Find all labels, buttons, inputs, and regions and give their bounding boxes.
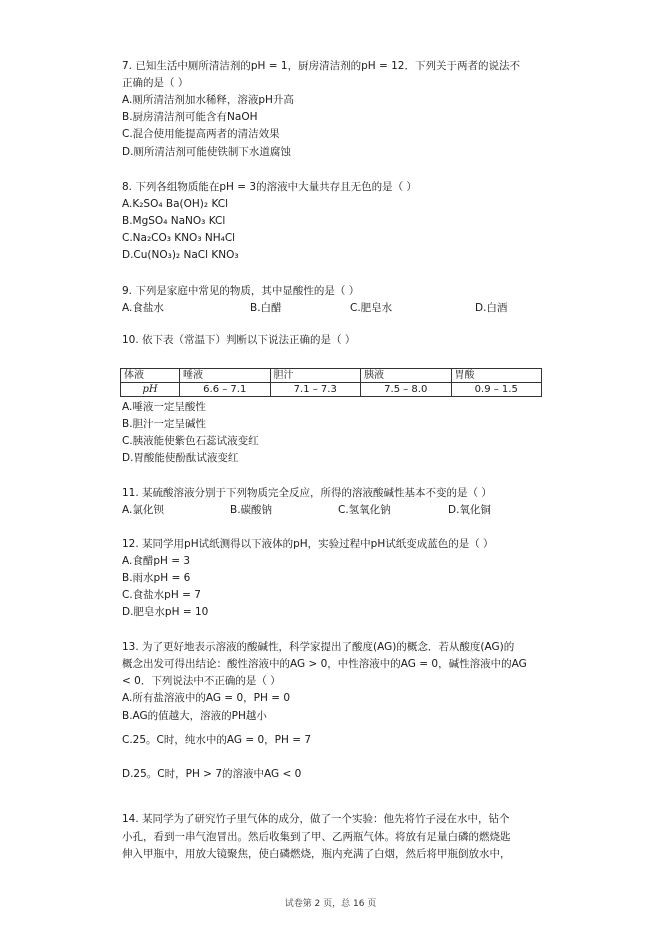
q14-line1: 14. 某同学为了研究竹子里气体的成分，做了一个实验：他先将竹子浸在水中，钻个 [122, 813, 510, 825]
q7-option-d: D.厕所清洁剂可能使铁制下水道腐蚀 [122, 146, 291, 158]
q11-option-b: B.碳酸钠 [230, 504, 273, 516]
table-cell: 7.5 – 8.0 [361, 383, 452, 397]
table-header-cell: 胃酸 [451, 369, 542, 383]
q11-option-c: C.氢氧化钠 [338, 504, 391, 516]
ph-table [120, 368, 542, 397]
q8-option-d: D.Cu(NO₃)₂ NaCl KNO₃ [122, 249, 239, 261]
q11-option-a: A.氯化钡 [122, 504, 164, 516]
q8-option-c: C.Na₂CO₃ KNO₃ NH₄Cl [122, 232, 236, 244]
q7-option-a: A.厕所清洁剂加水稀释，溶液pH升高 [122, 94, 294, 106]
q8-stem: 8. 下列各组物质能在pH = 3的溶液中大量共存且无色的是（ ） [122, 181, 417, 193]
table-header-row [121, 369, 542, 383]
table-cell: 0.9 – 1.5 [451, 383, 542, 397]
q13-option-a: A.所有盐溶液中的AG = 0，PH = 0 [122, 692, 291, 704]
q7-option-c: C.混合使用能提高两者的清洁效果 [122, 128, 280, 140]
table-cell: 6.6 – 7.1 [180, 383, 271, 397]
q9-option-b: B.白醋 [250, 302, 282, 314]
q12-option-c: C.食盐水pH = 7 [122, 589, 201, 601]
page-footer: 试卷第 2 页，总 16 页 [284, 899, 377, 909]
q12-option-b: B.雨水pH = 6 [122, 572, 191, 584]
q9-option-c: C.肥皂水 [350, 302, 393, 314]
q13-option-b: B.AG的值越大，溶液的PH越小 [122, 710, 267, 722]
q11-stem: 11. 某硫酸溶液分别于下列物质完全反应，所得的溶液酸碱性基本不变的是（ ） [122, 487, 492, 499]
q14-line3: 伸入甲瓶中，用放大镜聚焦，使白磷燃烧，瓶内充满了白烟，然后将甲瓶倒放水中， [122, 848, 511, 860]
table-row [121, 383, 542, 397]
q10-option-c: C.胰液能使紫色石蕊试液变红 [122, 435, 259, 447]
table-header-cell: 胰液 [361, 369, 452, 383]
table-header-cell: 胆汁 [270, 369, 361, 383]
q10-option-a: A.唾液一定呈酸性 [122, 401, 206, 413]
q13-stem-line2: 概念出发可得出结论：酸性溶液中的AG > 0，中性溶液中的AG = 0，碱性溶液中的AG [122, 658, 527, 670]
q9-option-d: D.白酒 [475, 302, 508, 314]
q11-option-d: D.氧化铜 [448, 504, 491, 516]
q13-stem-line1: 13. 为了更好地表示溶液的酸碱性，科学家提出了酸度(AG)的概念．若从酸度(AG)的 [122, 641, 515, 653]
q13-option-c: C.25。C时，纯水中的AG = 0，PH = 7 [122, 734, 312, 746]
q13-option-d: D.25。C时，PH > 7的溶液中AG < 0 [122, 768, 302, 780]
q12-stem: 12. 某同学用pH试纸测得以下液体的pH，实验过程中pH试纸变成蓝色的是（ ） [122, 538, 494, 550]
q7-stem-line1: 7. 已知生活中厕所清洁剂的pH = 1，厨房清洁剂的pH = 12．下列关于两者的说法不 [122, 60, 520, 72]
q7-option-b: B.厨房清洁剂可能含有NaOH [122, 111, 258, 123]
q13-stem-line3: < 0．下列说法中不正确的是（ ） [122, 675, 281, 687]
q10-stem: 10. 依下表（常温下）判断以下说法正确的是（ ） [122, 334, 356, 346]
q12-option-a: A.食醋pH = 3 [122, 555, 191, 567]
q9-option-a: A.食盐水 [122, 302, 164, 314]
table-cell: 7.1 – 7.3 [270, 383, 361, 397]
q12-option-d: D.肥皂水pH = 10 [122, 606, 209, 618]
q14-line2: 小孔，看到一串气泡冒出。然后收集到了甲、乙两瓶气体。将放有足量白磷的燃烧匙 [122, 831, 511, 843]
q9-stem: 9. 下列是家庭中常见的物质，其中显酸性的是（ ） [122, 285, 360, 297]
table-row-label: pH [121, 383, 180, 397]
q10-option-b: B.胆汁一定呈碱性 [122, 418, 207, 430]
q10-option-d: D.胃酸能使酚酞试液变红 [122, 452, 239, 464]
q8-option-a: A.K₂SO₄ Ba(OH)₂ KCl [122, 198, 229, 210]
table-header-cell: 体液 [121, 369, 180, 383]
q8-option-b: B.MgSO₄ NaNO₃ KCl [122, 215, 226, 227]
table-header-cell: 唾液 [180, 369, 271, 383]
q7-stem-line2: 正确的是（ ） [122, 77, 189, 89]
